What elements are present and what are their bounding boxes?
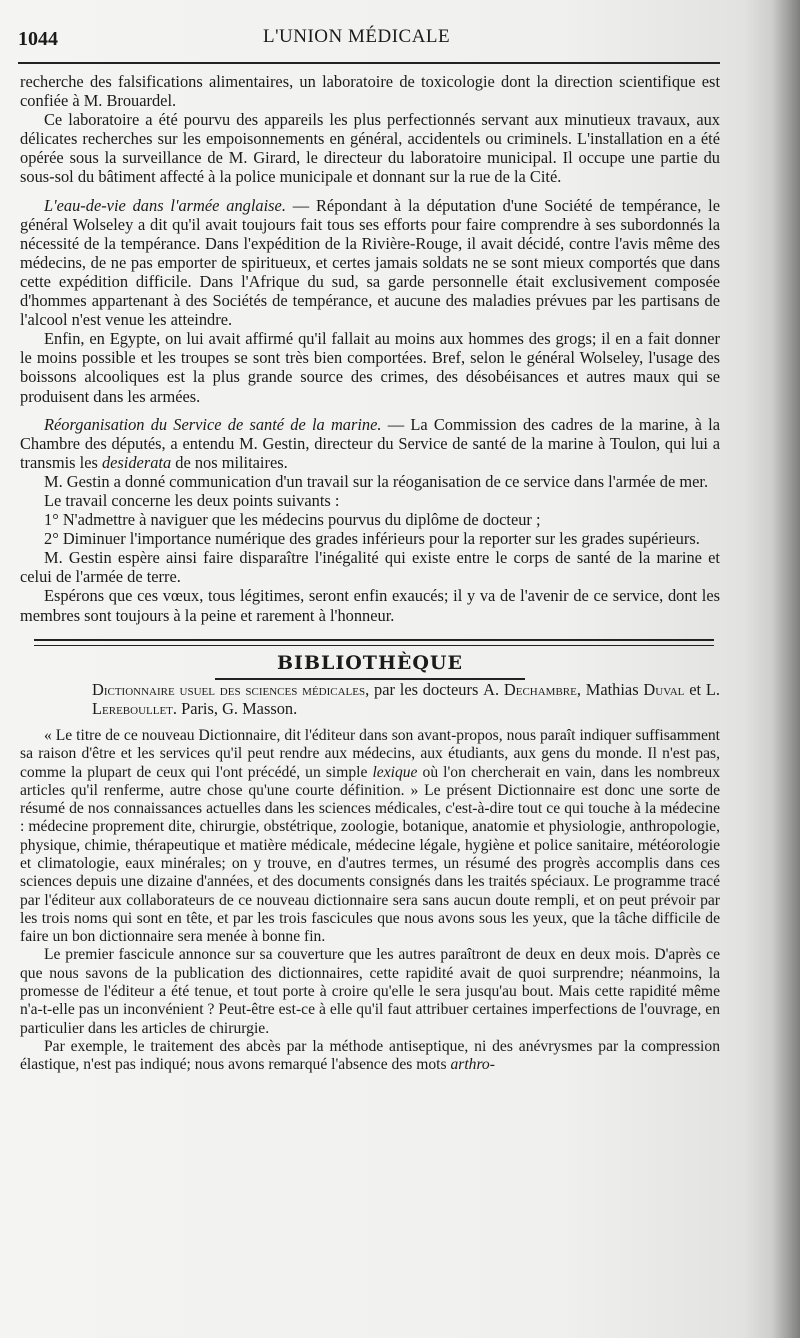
- section-title: BIBLIOTHÈQUE: [277, 651, 463, 674]
- paragraph-lead-title: Réorganisation du Service de santé de la marine.: [44, 414, 382, 434]
- author-name: L. Lereboullet: [92, 679, 720, 718]
- page-number: 1044: [18, 28, 58, 50]
- author-separator: , Mathias: [576, 679, 639, 699]
- paragraph-lead-title: L'eau-de-vie dans l'armée anglaise.: [44, 195, 286, 215]
- book-by: , par les docteurs: [365, 679, 484, 699]
- paragraph-points: Le travail concerne les deux points suivants :: [44, 490, 340, 510]
- review-paragraph-2: Le premier fascicule annonce sur sa couverture que les autres paraîtront de deux en deux mois. D'après ce que nous savons de la publication des dictionnaires, cette rapidité avait de quoi surprendre; néanmoins, la promesse de l'éditeur a été tenue, et tout porte à croire qu'elle le sera jusqu'au bout. Mais cette rapidité même n'a-t-elle pas un inconvénient ? Peut-être est-ce à elle qu'il faut attribuer certaines imperfections de l'ouvrage, en particulier dans les articles de chirurgie.: [20, 946, 720, 1037]
- paragraph-laboratoire: Ce laboratoire a été pourvu des appareils les plus perfectionnés servant aux minutieux travaux, aux délicates recherches sur les empoisonnements en général, accidentels ou criminels. L'installation en a été opérée sous la surveillance de M. Girard, le directeur du laboratoire municipal. Il occupe une partie du sous-sol du bâtiment affecté à la police municipale et donnant sur la rue de la Cité.: [20, 110, 720, 187]
- book-gutter-shadow: [772, 0, 800, 1338]
- paragraph-text: de nos militaires.: [171, 452, 288, 472]
- book-reference: [20, 680, 720, 718]
- book-title: Dictionnaire usuel des sciences médicales: [92, 679, 366, 699]
- paragraph-inegalite: M. Gestin espère ainsi faire disparaître l'inégalité qui existe entre le corps de santé de la marine et celui de l'armée de terre.: [20, 548, 720, 587]
- running-title: L'UNION MÉDICALE: [263, 26, 451, 47]
- paragraph-marine: [20, 415, 720, 472]
- italic-term: lexique: [372, 763, 418, 781]
- publisher: . Paris, G. Masson.: [172, 698, 298, 718]
- paragraph-gestin: M. Gestin a donné communication d'un travail sur la réoganisation de ce service dans l'armée de mer.: [44, 471, 709, 491]
- paragraph-armee-anglaise: [20, 196, 720, 330]
- paragraph-egypte: Enfin, en Egypte, on lui avait affirmé qu'il fallait au moins aux hommes des grogs; il en a fait donner le moins possible et les troupes se sont très bien comportées. Bref, selon le général Wolseley, l'usage des boissons alcooliques est la plus grande source des crimes, des désobéisances et autres maux qui se produisent dans les armées.: [20, 329, 720, 406]
- paragraph-voeux: Espérons que ces vœux, tous légitimes, seront enfin exaucés; il y va de l'avenir de ce service, dont les membres sont toujours à la peine et rarement à l'honneur.: [20, 586, 720, 625]
- paragraph-text: — La Commission des cadres de la marine, à la Chambre des députés, a entendu M. Gestin, directeur du Service de santé de la marine à Toulon, qui lui a transmis les: [20, 414, 721, 472]
- paragraph-text: où l'on chercherait en vain, dans les nombreux articles qu'il renferme, autre chose qu'une courte définition. » Le présent Dictionnaire est donc une sorte de résumé de nos connaissances actuelles dans les sciences médicales, c'est-à-dire tout ce qui touche à la médecine : médecine proprement dite, chirurgie, obstétrique, zoologie, botanique, anatomie et physiologie, anthropologie, physique, chimie, thérapeutique et matière médicale, médecine légale, hygiène et police sanitaire, météorologie et climatologie, eaux minérales; on y trouve, en d'autres termes, un résumé des progrès accomplis dans ces sciences depuis une dizaine d'années, et des documents consignés dans les traités spéciaux. Le programme tracé par l'éditeur aux collaborateurs de ce nouveau dictionnaire sera sans aucun doute rempli, et on peut prévoir par les trois noms qui sont en tête, et par les trois fascicules que nous avons sous les yeux, que la tâche difficile de faire un bon dictionnaire sera menée à bonne fin.: [20, 763, 721, 946]
- paragraph-text: — Répondant à la députation d'une Société de tempérance, le général Wolseley a dit qu'il avait toujours fait tous ses efforts pour faire comprendre à ses subordonnés la nécessité de la tempérance. Dans l'expédition de la Rivière-Rouge, il avait décidé, contre l'avis même des médecins, de ne pas emporter de spiritueux, et certes jamais soldats ne se sont mieux comportés que dans cette expédition difficile. Dans l'Afrique du sud, sa garde personnelle était exclusivement composée d'hommes appartenant à des Sociétés de tempérance, et aucune des maladies prévues par les partisans de l'alcool n'est venue les atteindre.: [20, 195, 720, 330]
- italic-term: desiderata: [101, 452, 172, 472]
- list-item-2: 2° Diminuer l'importance numérique des grades inférieurs pour la reporter sur les grades supérieurs.: [44, 529, 700, 549]
- page-header: [18, 22, 723, 56]
- author-separator: et: [684, 679, 706, 699]
- italic-term: arthro-: [450, 1056, 495, 1074]
- paragraph-text: Par exemple, le traitement des abcès par la méthode antiseptique, ni des anévrysmes par la compression élastique, n'est pas indiqué; nous avons remarqué l'absence des mots: [20, 1037, 720, 1074]
- paragraph-text: « Le titre de ce nouveau Dictionnaire, dit l'éditeur dans son avant-propos, nous paraît indiquer suffisamment sa raison d'être et les services qu'il peut rendre aux médecins, aux étudiants, aux gens du monde. Il n'est pas, comme la plupart de ceux qui l'ont précédé, un simple: [20, 726, 720, 781]
- paragraph-continuation: recherche des falsifications alimentaires, un laboratoire de toxicologie dont la direction scientifique est confiée à M. Brouardel.: [20, 72, 720, 111]
- header-rule: [18, 62, 720, 64]
- article-body: [20, 72, 720, 1075]
- list-item-1: 1° N'admettre à naviguer que les médecins pourvus du diplôme de docteur ;: [44, 510, 541, 530]
- author-name: A. Dechambre: [483, 679, 577, 699]
- review-paragraph-3: [20, 1038, 720, 1075]
- author-name: Duval: [643, 679, 685, 699]
- review-paragraph-1: [20, 727, 720, 947]
- section-divider: [34, 639, 714, 646]
